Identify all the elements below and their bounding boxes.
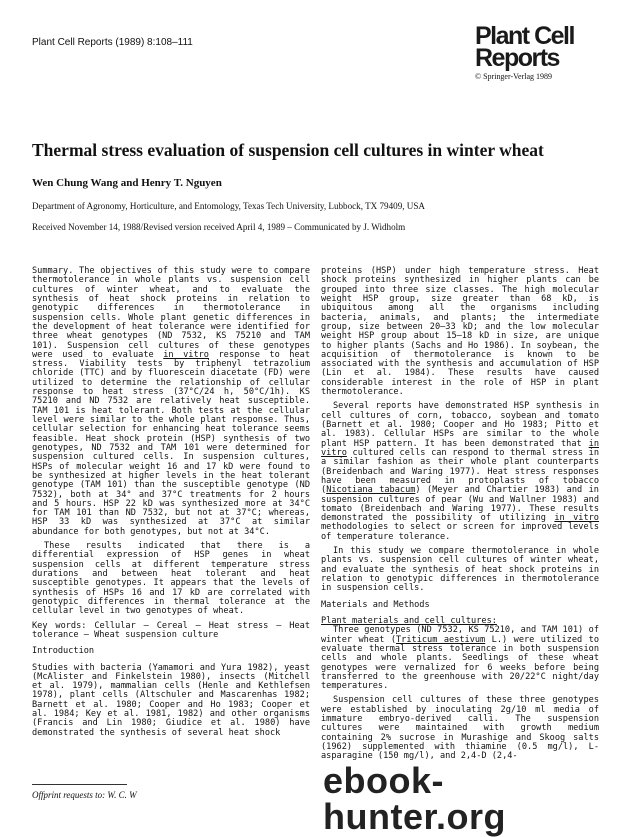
keywords [32, 622, 310, 641]
right-column [321, 267, 599, 767]
intro-heading: Introduction [32, 646, 95, 657]
p2-in-vitro-2: in vitro [554, 513, 599, 524]
left-column [32, 267, 310, 743]
journal-logo [475, 24, 585, 81]
keywords-text: Cellular – Cereal – Heat stress – Heat tolerance – Wheat suspension culture [32, 620, 310, 640]
body-paragraph-2 [321, 402, 599, 542]
journal-citation: Plant Cell Reports (1989) 8:108–111 [32, 37, 193, 48]
received-line: Received November 14, 1988/Revised version received April 4, 1989 – Communicated by J. Widholm [32, 222, 406, 232]
publisher-copyright: © Springer-Verlag 1989 [475, 72, 553, 81]
p4-text-b: L.) were utilized to evaluate thermal stress tolerance in both suspension cells and whole plants. Seedlings of these wheat genotypes were vernalized for 6 weeks before being transferred to the greenhouse with 20/22°C night/day temperatures. [321, 634, 599, 692]
body-paragraph-3: In this study we compare thermotolerance in whole plants vs. suspension cell cultures of winter wheat, and evaluate the synthesis of heat shock proteins in relation to genotypic differences in thermotolerance in suspension cells. [321, 546, 599, 594]
summary-text-b: response to heat stress. Viability tests by triphenyl tetrazolium chloride (TTC) and by fluorescein diacetate (FD) were utilized to determine the relationship of cellular response to heat stress (37°C/24 h, 50°C/1h). KS 75210 and ND 7532 are relatively heat susceptible. TAM 101 is heat tolerant. Both tests at the cellular level were similar to the whole plant response. Thus, cellular selection for enhancing heat tolerance seems feasible. Heat shock protein (HSP) synthesis of two genotypes, ND 7532 and TAM 101 were determined for suspension cultured cells. In suspension cultures, HSPs of molecular weight 16 and 17 kD were found to be synthesized at higher levels in the heat tolerant genotype (TAM 101) than the susceptible genotype (ND 7532), both at 34° and 37°C treatments for 2 hours and 5 hours. HSP 22 kD was synthesized more at 34°C for TAM 101 than ND 7532, but not at 37°C; whereas, HSP 33 kD was synthesized at 37°C at similar abundance for both genotypes, but not at 34°C. [32, 349, 310, 537]
watermark: ebook-hunter.org [323, 763, 621, 835]
p4-text-a: Three genotypes (ND 7532, KS 75210, and TAM 101) of winter wheat ( [321, 625, 599, 645]
p4-species-name: Triticum aestivum [396, 634, 486, 645]
p2-text-c: ) (Meyer and Chartier 1983) and in suspension cultures of pear (Wu and Wallner 1983) and tomato (Breidenbach and Waring 1977). These results demonstrated the possibility of utilizing [321, 485, 599, 524]
p2-species-name: Nicotiana tabacum [326, 485, 416, 496]
p2-text-a: Several reports have demonstrated HSP synthesis in cell cultures of corn, tobacco, soybean and tomato (Barnett et al. 1980; Cooper and Ho 1983; Pitto et al. 1983). Cellular HSPs are similar to the whole plant HSP pattern. It has been demonstrated that [321, 401, 599, 449]
keywords-label: Key words: [32, 620, 87, 631]
body-paragraph-4 [321, 626, 599, 691]
footnote-rule [32, 784, 127, 785]
authors: Wen Chung Wang and Henry T. Nguyen [32, 177, 222, 189]
methods-subheading: Plant materials and cell cultures: [321, 615, 497, 626]
logo-line-2: Reports [475, 44, 559, 72]
body-paragraph-5: Suspension cell cultures of these three genotypes were established by inoculating 2g/10 ml media of immature embryo-derived calli. The suspension cultures were maintained with growth medium containing 2% sucrose in Murashige and Skoog salts (1962) supplemented with thiamine (0.5 mg/l), L-asparagine (150 mg/l), and 2,4-D (2,4- [321, 695, 599, 762]
p2-text-b: cultured cells can respond to thermal stress in a similar fashion as their whole plant counterparts (Breidenbach and Waring 1977). Heat stress responses have been measured in protoplasts of tobacco ( [321, 447, 599, 496]
summary-paragraph-2: These results indicated that there is a differential expression of HSP genes in wheat suspension cells at different temperature stress durations and between heat tolerant and heat susceptible genotypes. It appears that the levels of synthesis of HSPs 16 and 17 kD are correlated with genotypic differences in thermal tolerance at the cellular level in two genotypes of wheat. [32, 541, 310, 617]
affiliation: Department of Agronomy, Horticulture, and Entomology, Texas Tech University, Lubbock, TX 79409, USA [32, 201, 425, 211]
p2-text-d: methodologies to select or screen for improved levels of temperature tolerance. [321, 522, 599, 542]
body-paragraph-1: proteins (HSP) under high temperature stress. Heat shock proteins synthesized in higher plants can be grouped into three size classes. The high molecular weight HSP group, size greater than 68 kD, is ubiquitous among all the organisms including bacteria, animals, and plants; the intermediate group, size between 20–33 kD; and the low molecular weight HSP group about 15–18 kD in size, are unique to higher plants (Sachs and Ho 1986). In soybean, the acquisition of thermotolerance is known to be associated with the synthesis and accumulation of HSP (Lin et al. 1984). These results have caused considerable interest in the role of HSP in plant thermotolerance. [321, 266, 599, 398]
article-title: Thermal stress evaluation of suspension cell cultures in winter wheat [32, 140, 544, 160]
offprint-note: Offprint requests to: W. C. W [32, 790, 137, 800]
summary-text-a: The objectives of this study were to compare thermotolerance in whole plants vs. suspension cell cultures of winter wheat, and to evaluate the synthesis of heat shock proteins in relation to genotypic differences in thermotolerance in suspension cells. Whole plant genetic differences in the development of heat tolerance were identified for three wheat genotypes (ND 7532, KS 75210 and TAM 101). Suspension cell cultures of these genotypes were used to evaluate [32, 266, 310, 360]
summary-label: Summary. [32, 266, 74, 276]
summary-paragraph [32, 267, 310, 537]
logo-line-1: Plant Cell [475, 22, 574, 50]
p2-in-vitro-1: in vitro [321, 438, 599, 458]
methods-heading: Materials and Methods [321, 599, 430, 610]
summary-in-vitro: in vitro [163, 349, 209, 360]
intro-paragraph: Studies with bacteria (Yamamori and Yura 1982), yeast (McAlister and Finkelstein 1980), insects (Mitchell et al. 1979), mammalian cells (Henle and Kethlefsen 1978), plant cells (Altschuler and Mascarenhas 1982; Barnett et al. 1980; Cooper and Ho 1983; Cooper et al. 1984; Key et al. 1981, 1982) and other organisms (Francis and Lin 1980; Giudice et al. 1980) have demonstrated the synthesis of several heat shock [32, 662, 310, 738]
